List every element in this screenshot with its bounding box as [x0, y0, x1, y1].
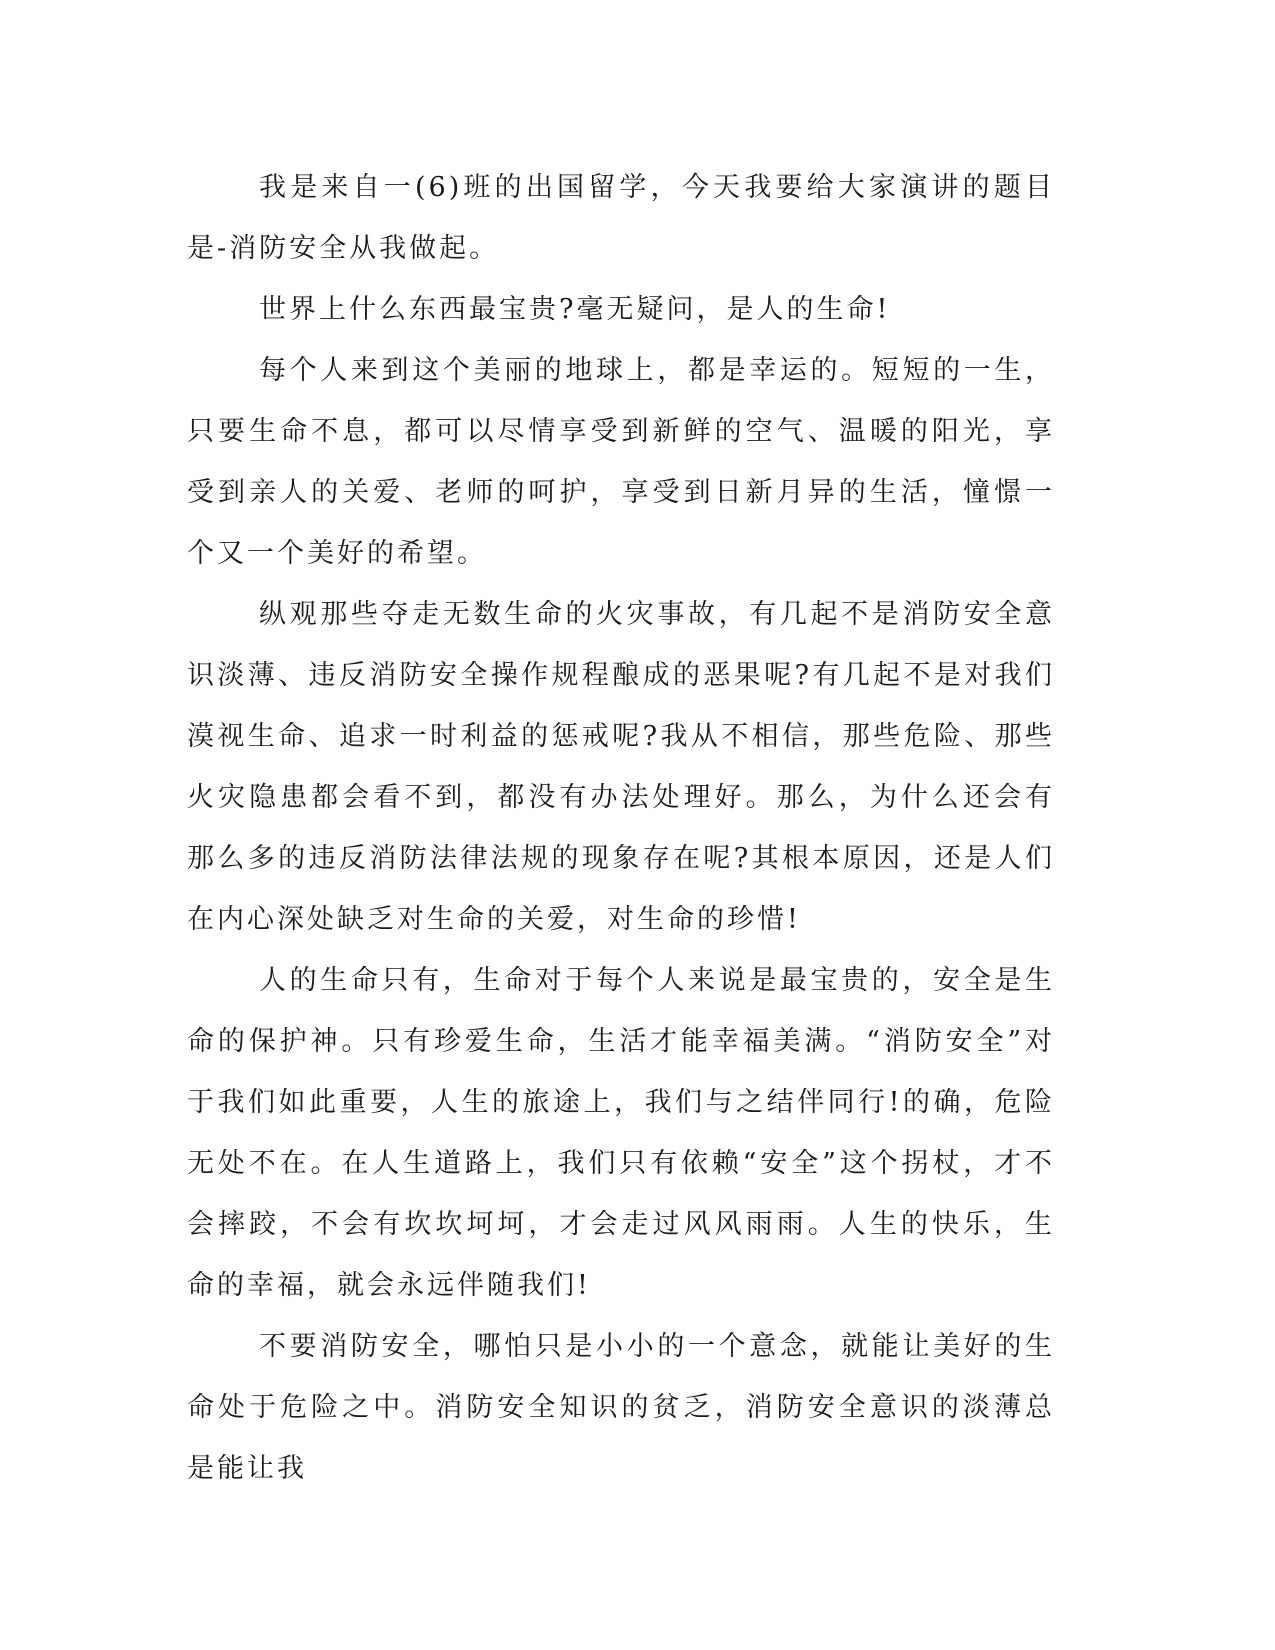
paragraph-question: 世界上什么东西最宝贵?毫无疑问，是人的生命!: [259, 294, 891, 325]
paragraph-life: 每个人来到这个美丽的地球上，都是幸运的。短短的一生，只要生命不息，都可以尽情享受到新鲜的空气、温暖的阳光，享受到亲人的关爱、老师的呵护，享受到日新月异的生活，憧憬一个又一个美好的希望。: [187, 355, 1055, 569]
paragraph-awareness: 不要消防安全，哪怕只是小小的一个意念，就能让美好的生命处于危险之中。消防安全知识的贫乏，消防安全意识的淡薄总是能让我: [187, 1331, 1055, 1484]
paragraph-fire-accidents: 纵观那些夺走无数生命的火灾事故，有几起不是消防安全意识淡薄、违反消防安全操作规程酿成的恶果呢?有几起不是对我们漠视生命、追求一时利益的惩戒呢?我从不相信，那些危险、那些火灾隐患都会看不到，都没有办法处理好。那么，为什么还会有那么多的违反消防法律法规的现象存在呢?其根本原因，还是人们在内心深处缺乏对生命的关爱，对生命的珍惜!: [187, 599, 1055, 935]
paragraph-intro: 我是来自一(6)班的出国留学，今天我要给大家演讲的题目是-消防安全从我做起。: [187, 172, 1055, 264]
paragraph-safety: 人的生命只有，生命对于每个人来说是最宝贵的，安全是生命的保护神。只有珍爱生命，生活才能幸福美满。“消防安全”对于我们如此重要，人生的旅途上，我们与之结伴同行!的确，危险无处不在。在人生道路上，我们只有依赖“安全”这个拐杖，才不会摔跤，不会有坎坎坷坷，才会走过风风雨雨。人生的快乐，生命的幸福，就会永远伴随我们!: [187, 965, 1055, 1301]
document-body: [187, 157, 1055, 1499]
